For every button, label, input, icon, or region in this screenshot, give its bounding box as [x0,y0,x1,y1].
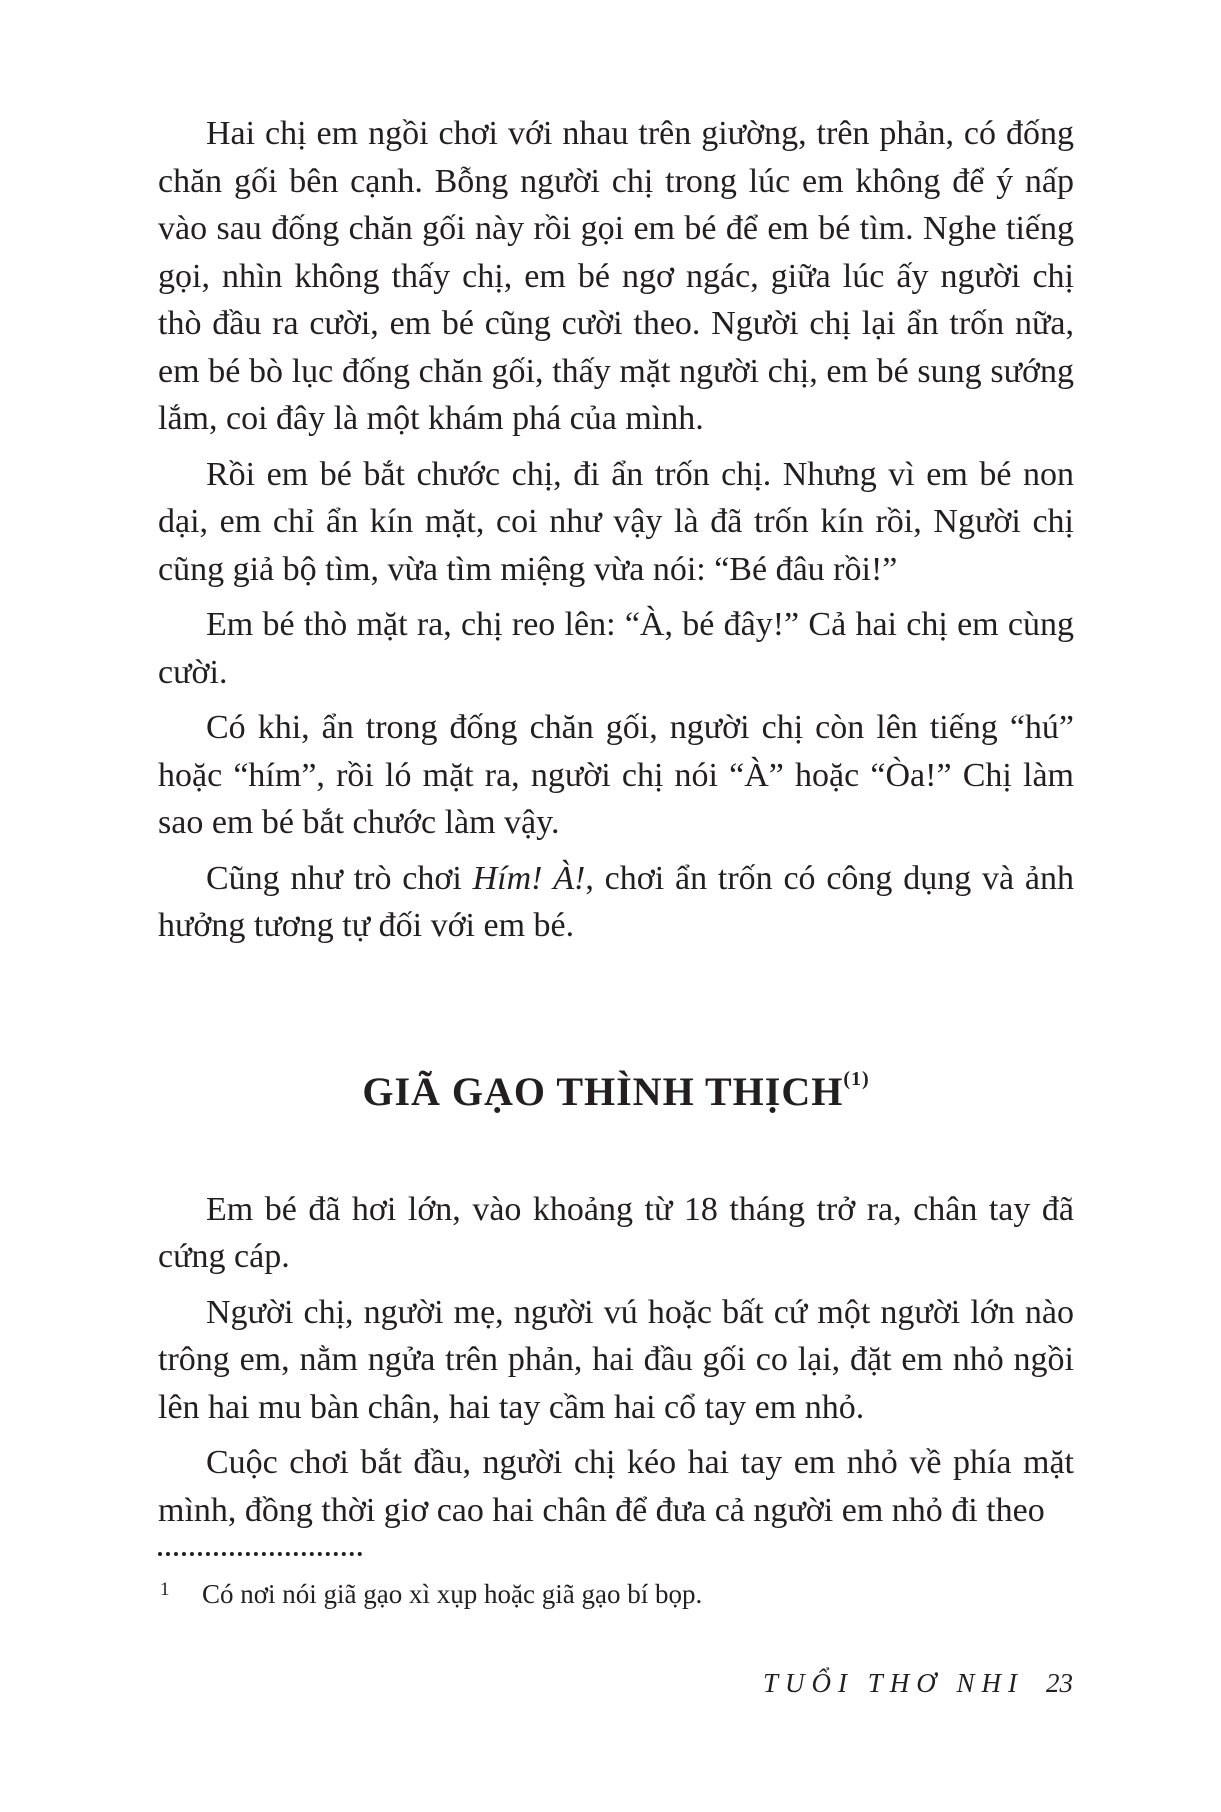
paragraph: Em bé đã hơi lớn, vào khoảng từ 18 tháng trở ra, chân tay đã cứng cáp. [158,1190,1074,1275]
game-name-italic: Hím! À! [472,859,586,897]
paragraph: Cuộc chơi bắt đầu, người chị kéo hai tay em nhỏ về phía mặt mình, đồng thời giơ cao hai chân để đưa cả người em nhỏ đi theo [158,1444,1074,1529]
page-body [158,110,1074,1542]
paragraph: Hai chị em ngồi chơi với nhau trên giường, trên phản, có đống chăn gối bên cạnh. Bỗng người chị trong lúc em không để ý nấp vào sau đống chăn gối này rồi gọi em bé để em bé tìm. Nghe tiếng gọi, nhìn không thấy chị, em bé ngơ ngác, giữa lúc ấy người chị thò đầu ra cười, em bé cũng cười theo. Người chị lại ẩn trốn nữa, em bé bò lục đống chăn gối, thấy mặt người chị, em bé sung sướng lắm, coi đây là một khám phá của mình. [158,115,1074,437]
book-title: TUỔI THƠ NHI [762,1668,1024,1698]
closing-paragraph-lead: Cũng như trò chơi [206,859,473,897]
footnote-reference: (1) [843,1067,870,1090]
footnote-number: 1 [160,1579,170,1600]
page-number: 23 [1046,1668,1073,1698]
paragraph: Có khi, ẩn trong đống chăn gối, người chị còn lên tiếng “hú” hoặc “hím”, rồi ló mặt ra, người chị nói “À” hoặc “Òa!” Chị làm sao em bé bắt chước làm vậy. [158,709,1074,841]
closing-paragraph [158,855,1074,950]
closing-paragraph-tail: , chơi ẩn trốn có công dụng và ảnh hưởng tương tự đối với em bé. [158,859,1075,944]
footnote-text: Có nơi nói giã gạo xì xụp hoặc giã gạo bí bọp. [202,1579,703,1609]
paragraph: Rồi em bé bắt chước chị, đi ẩn trốn chị. Nhưng vì em bé non dại, em chỉ ẩn kín mặt, coi như vậy là đã trốn kín rồi, Người chị cũng giả bộ tìm, vừa tìm miệng vừa nói: “Bé đâu rồi!” [158,455,1074,588]
section-title-text: GIÃ GẠO THÌNH THỊCH [362,1068,844,1114]
footnote [160,1570,1060,1614]
paragraph: Em bé thò mặt ra, chị reo lên: “À, bé đây!” Cả hai chị em cùng cười. [158,606,1074,691]
running-footer [763,1666,1073,1700]
section-title [158,1068,1074,1116]
footnote-divider [158,1552,362,1556]
paragraph: Người chị, người mẹ, người vú hoặc bất cứ một người lớn nào trông em, nằm ngửa trên phản, hai đầu gối co lại, đặt em nhỏ ngồi lên hai mu bàn chân, hai tay cầm hai cổ tay em nhỏ. [158,1293,1074,1426]
